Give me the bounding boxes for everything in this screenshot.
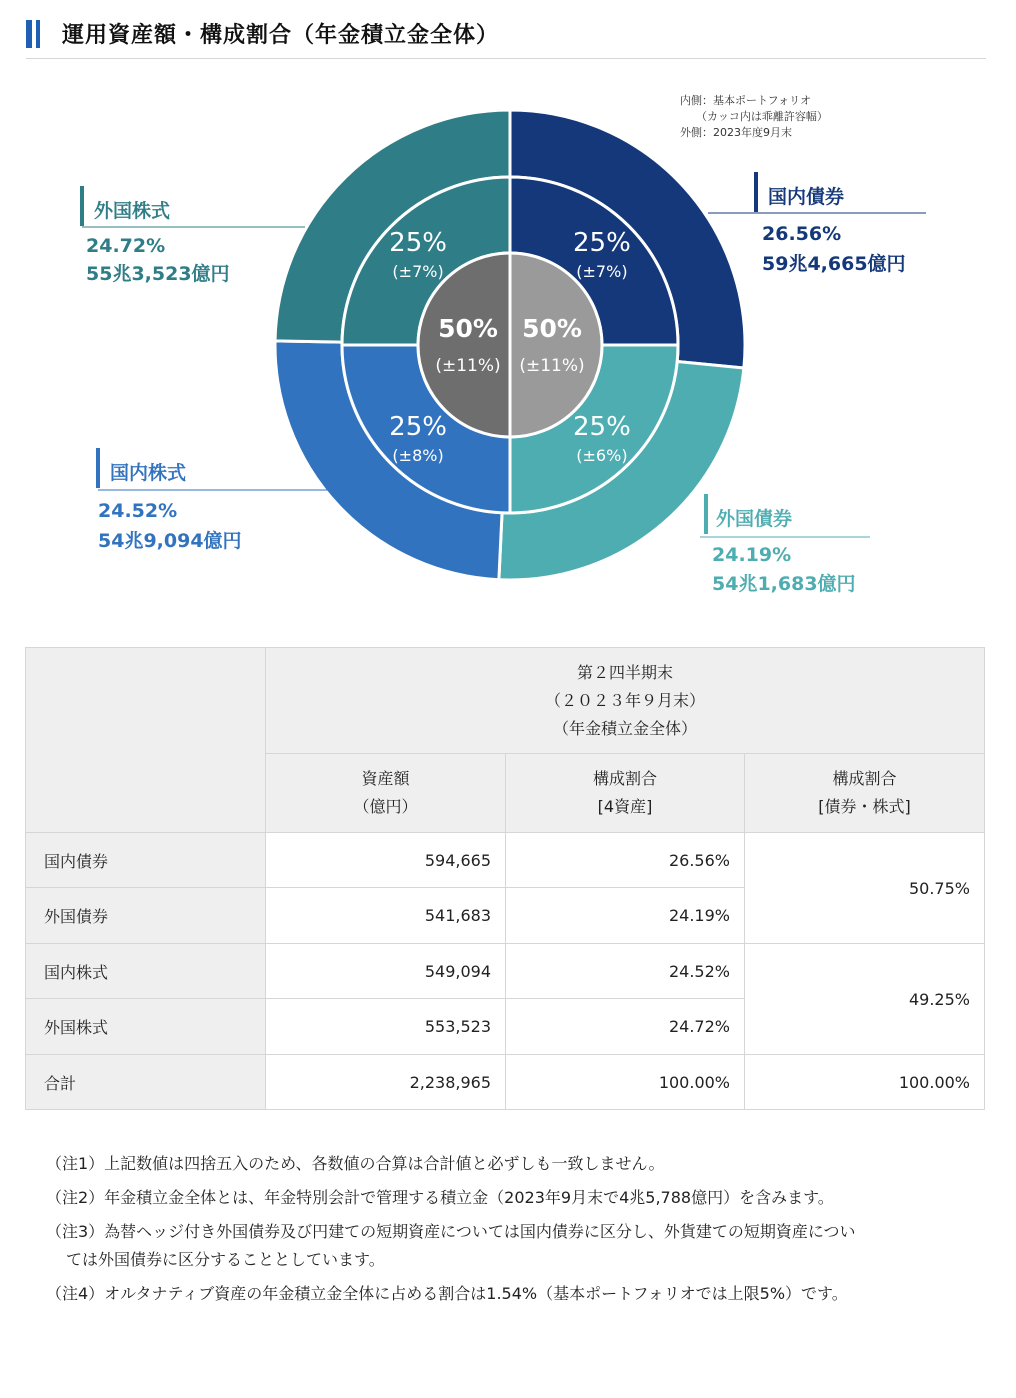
page-title: 運用資産額・構成割合（年金積立金全体） [62,23,500,48]
center-range-label: (±11%) [519,356,585,376]
callout-amount: 59兆4,665億円 [762,253,906,275]
note-3-cont: ては外国債券に区分することとしています。 [66,1250,385,1269]
table-row [26,944,985,999]
period-header [266,648,985,754]
inner-range-label: (±6%) [576,445,628,465]
center-pct-label: 50% [438,314,498,343]
cell-ratio: 24.52% [506,944,745,999]
legend-note-line: 外側：2023年度9月末 [680,126,792,139]
col-header-line: 構成割合 [832,769,897,788]
cell-amount: 2,238,965 [266,1055,506,1110]
row-label: 外国債券 [26,888,266,944]
period-line: （年金積立金全体） [552,718,697,738]
table-row-total [26,1055,985,1110]
period-line: 第２四半期末 [576,662,673,682]
legend-note [680,93,828,139]
header-divider [26,58,986,59]
col-header-line: 構成割合 [592,769,657,788]
inner-range-label: (±8%) [392,445,444,465]
callout-name: 国内株式 [110,462,187,484]
row-label: 合計 [26,1055,266,1110]
header-accent-bar [26,20,32,48]
cell-ratio: 100.00% [506,1055,745,1110]
cell-ratio2: 100.00% [745,1055,985,1110]
row-label: 国内債券 [26,833,266,888]
center-ring [418,253,602,437]
note-1: （注1）上記数値は四捨五入のため、各数値の合算は合計値と必ずしも一致しません。 [46,1154,665,1173]
cell-amount: 553,523 [266,999,506,1055]
callout-name: 国内債券 [768,186,845,208]
callout-pct: 26.56% [762,223,842,245]
callout-domestic-stocks [96,448,330,552]
cell-ratio: 26.56% [506,833,745,888]
col-header-ratio2 [745,754,985,833]
col-header-ratio4 [506,754,745,833]
cell-stocks-total: 49.25% [745,944,985,1055]
inner-pct-label: 25% [573,228,631,259]
legend-note-line: 内側：基本ポートフォリオ [680,94,812,107]
cell-ratio: 24.19% [506,888,745,944]
note-3: （注3）為替ヘッジ付き外国債券及び円建ての短期資産については国内債券に区分し、外貨建ての短期資産につい [46,1222,856,1241]
inner-range-label: (±7%) [576,262,628,282]
callout-pct: 24.19% [712,544,792,566]
callout-domestic-bonds [708,172,926,275]
period-line: （２０２３年９月末） [544,690,705,710]
callout-name: 外国債券 [716,508,793,530]
row-label: 国内株式 [26,944,266,999]
inner-pct-label: 25% [389,411,447,442]
allocation-table [25,647,985,1110]
callout-pct: 24.72% [86,235,166,257]
callout-amount: 54兆1,683億円 [712,573,856,595]
inner-range-label: (±7%) [392,262,444,282]
note-4: （注4）オルタナティブ資産の年金積立金全体に占める割合は1.54%（基本ポートフォリオでは上限5%）です。 [46,1284,848,1303]
col-header-amount [266,754,506,833]
section-header [26,14,986,60]
allocation-donut-chart [0,70,1016,610]
col-header-line: （億円） [353,797,418,816]
row-label: 外国株式 [26,999,266,1055]
callout-foreign-stocks [80,186,305,285]
cell-amount: 594,665 [266,833,506,888]
callout-foreign-bonds [700,494,870,595]
table-row [26,833,985,888]
cell-amount: 549,094 [266,944,506,999]
inner-pct-label: 25% [573,411,631,442]
callout-name: 外国株式 [94,200,171,222]
table-corner [26,648,266,833]
center-range-label: (±11%) [435,356,501,376]
inner-pct-label: 25% [389,228,447,259]
center-pct-label: 50% [522,314,582,343]
cell-ratio: 24.72% [506,999,745,1055]
legend-note-line: （カッコ内は乖離許容幅） [696,110,828,123]
note-2: （注2）年金積立金全体とは、年金特別会計で管理する積立金（2023年9月末で4兆5,788億円）を含みます。 [46,1188,834,1207]
callout-pct: 24.52% [98,500,178,522]
header-accent-bar [36,20,40,48]
callout-amount: 55兆3,523億円 [86,263,230,285]
col-header-line: 資産額 [361,769,410,788]
notes [46,1150,986,1314]
col-header-line: [4資産] [597,797,653,816]
col-header-line: [債券・株式] [818,797,911,816]
cell-amount: 541,683 [266,888,506,944]
cell-bonds-total: 50.75% [745,833,985,944]
callout-amount: 54兆9,094億円 [98,530,242,552]
